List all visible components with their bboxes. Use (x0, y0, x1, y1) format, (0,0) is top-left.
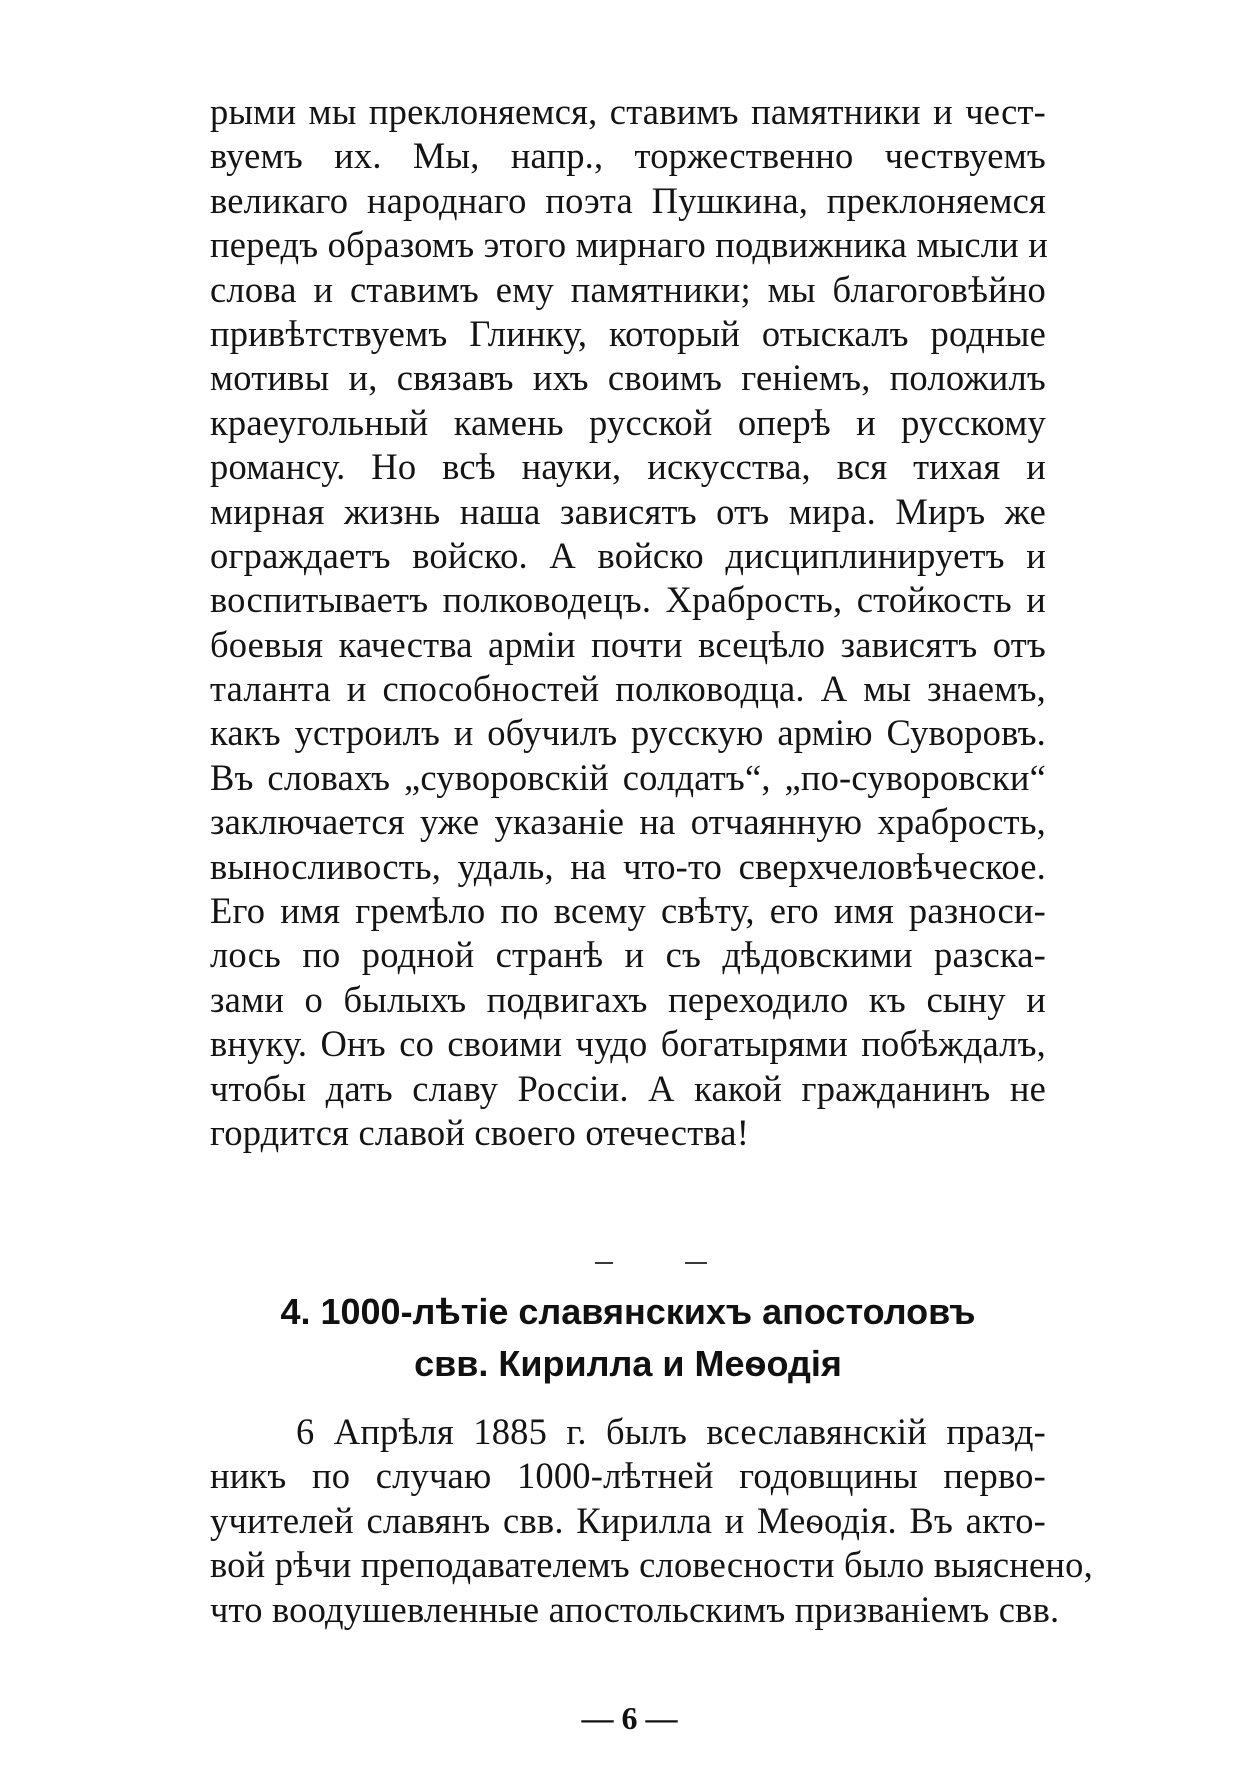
body-line: воспитываетъ полководецъ. Храбрость, стойкость и (210, 579, 1046, 621)
section-line: 6 Апрѣля 1885 г. былъ всеславянскій празд- (296, 1411, 1046, 1452)
body-line: рыми мы преклоняемся, ставимъ памятники и чест- (210, 91, 1046, 132)
section-line: что воодушевленные апостольскимъ призваніемъ свв. (210, 1588, 1060, 1630)
body-line: боевыя качества арміи почти всецѣло зависятъ отъ (210, 623, 1046, 665)
section-number: 4. (280, 1291, 311, 1332)
section-heading (200, 1288, 1056, 1336)
body-line: внуку. Онъ со своими чудо богатырями побѣждалъ, (210, 1023, 1046, 1065)
page-number: — 6 — (581, 1700, 678, 1736)
body-line: великаго народнаго поэта Пушкина, преклоняемся (210, 179, 1046, 221)
body-line: Его имя гремѣло по всему свѣту, его имя разноси- (210, 890, 1046, 932)
section-line: вой рѣчи преподавателемъ словесности было выяснено, (210, 1544, 1093, 1586)
body-line: чтобы дать славу Россіи. А какой гражданинъ не (210, 1067, 1046, 1109)
body-line: мотивы и, связавъ ихъ своимъ геніемъ, положилъ (210, 357, 1046, 399)
body-line: ограждаетъ войско. А войско дисциплинируетъ и (210, 534, 1046, 576)
body-line: таланта и способностей полководца. А мы знаемъ, (210, 668, 1046, 710)
body-line: выносливость, удаль, на что-то сверхчеловѣческое. (210, 845, 1046, 887)
section-divider (595, 1262, 715, 1268)
body-line: передъ образомъ этого мирнаго подвижника мысли и (210, 224, 1048, 266)
body-line: заключается уже указаніе на отчаянную храбрость, (210, 801, 1046, 843)
body-line: краеугольный камень русской оперѣ и русскому (210, 401, 1046, 443)
section-text (210, 1410, 1093, 1632)
body-line: привѣтствуемъ Глинку, который отыскалъ родные (210, 312, 1046, 354)
body-line: вуемъ их. Мы, напр., торжественно чествуемъ (210, 135, 1046, 177)
body-line: лось по родной странѣ и съ дѣдовскими разска- (210, 934, 1046, 976)
section-line: учителей славянъ свв. Кирилла и Меѳодія. Въ акто- (210, 1499, 1046, 1541)
body-line: мирная жизнь наша зависятъ отъ мира. Миръ же (210, 490, 1046, 532)
body-line: какъ устроилъ и обучилъ русскую армію Суворовъ. (210, 712, 1046, 754)
body-text (210, 90, 1046, 1155)
body-line: романсу. Но всѣ науки, искусства, вся тихая и (210, 446, 1046, 488)
body-line: Въ словахъ „суворовскій солдатъ“, „по-суворовски“ (210, 756, 1046, 798)
section-title-line1: 1000-лѣтіе славянскихъ апостоловъ (320, 1291, 976, 1332)
section-title-line2: свв. Кирилла и Меѳодія (414, 1343, 842, 1384)
body-line: зами о былыхъ подвигахъ переходило къ сыну и (210, 978, 1046, 1020)
body-line: слова и ставимъ ему памятники; мы благоговѣйно (210, 268, 1046, 310)
body-line: гордится славой своего отечества! (210, 1111, 750, 1153)
section-line: никъ по случаю 1000-лѣтней годовщины перво- (210, 1455, 1046, 1497)
